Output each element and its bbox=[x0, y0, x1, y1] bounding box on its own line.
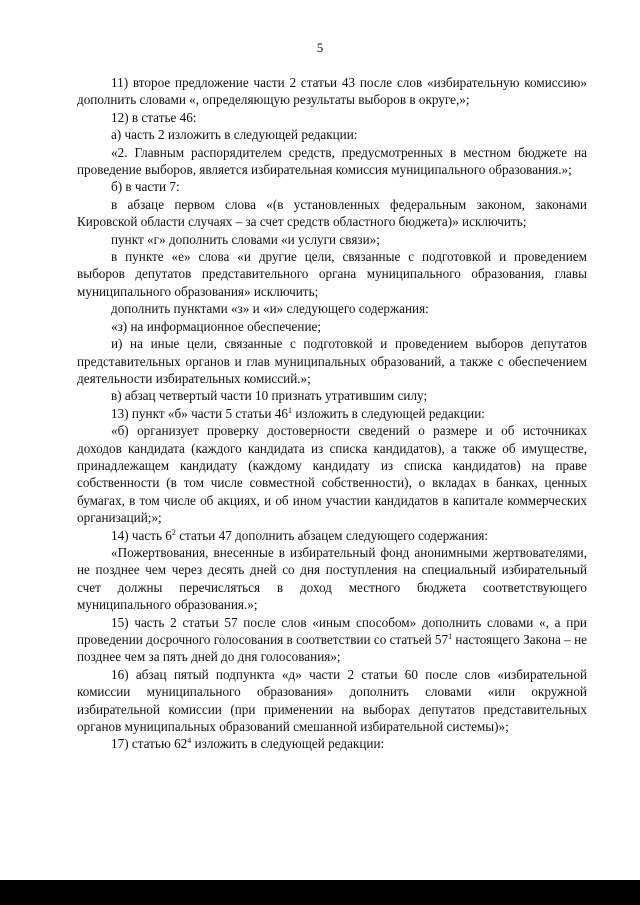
page-number: 5 bbox=[316, 40, 324, 55]
paragraph: «Пожертвования, внесенные в избирательный фонд анонимными жертвователями, не позднее чем через десять дней со дня поступления на специальный избирательный счет должны перечисляться в доход местного бюджета соответствующего муниципального образования.»; bbox=[77, 544, 587, 613]
paragraph: в абзаце первом слова «(в установленных федеральным законом, законами Кировской области случаях – за счет средств областного бюджета)» исключить; bbox=[77, 196, 587, 230]
scan-border bbox=[0, 880, 640, 905]
paragraph: пункт «г» дополнить словами «и услуги связи»; bbox=[111, 231, 380, 247]
paragraph: б) в части 7: bbox=[111, 179, 180, 195]
paragraph: 11) второе предложение части 2 статьи 43 после слов «избирательную комиссию» дополнить словами «, определяющую результаты выборов в округе,»; bbox=[77, 75, 587, 108]
superscript: 4 bbox=[187, 736, 192, 746]
paragraph: 12) в статье 46: bbox=[111, 109, 197, 125]
document-body bbox=[77, 74, 587, 753]
paragraph: 17) статью $62^4$ изложить в следующей редакции: bbox=[111, 736, 385, 752]
superscript: 1 bbox=[448, 632, 453, 641]
superscript: 1 bbox=[288, 405, 293, 415]
paragraph: «2. Главным распорядителем средств, предусмотренных в местном бюджете на проведение выборов, является избирательная комиссия муниципального образования.»; bbox=[77, 144, 587, 178]
paragraph: дополнить пунктами «з» и «и» следующего содержания: bbox=[111, 301, 429, 317]
paragraph: в) абзац четвертый части 10 признать утратившим силу; bbox=[111, 388, 428, 404]
paragraph: 16) абзац пятый подпункта «д» части 2 статьи 60 после слов «избирательной комиссии муниципального образования» дополнить словами «или окружной избирательной комиссии (при применении на выборах депутатов представительных органов муниципальных образований смешанной избирательной системы)»; bbox=[77, 666, 587, 735]
superscript: 2 bbox=[171, 527, 176, 537]
paragraph: 14) часть $6^2$ статьи 47 дополнить абзацем следующего содержания: bbox=[111, 527, 489, 543]
paragraph: 15) часть 2 статьи 57 после слов «иным способом» дополнить словами «, а при проведении досрочного голосования в соответствии со статьей $57^1$ настоящего Закона – не позднее чем за пять дней до дня голосования»; bbox=[77, 614, 587, 665]
paragraph: а) часть 2 изложить в следующей редакции: bbox=[111, 127, 358, 143]
paragraph: и) на иные цели, связанные с подготовкой и проведением выборов депутатов представительных органов и глав муниципальных образований, а также с обеспечением деятельности избирательных комиссий.»; bbox=[77, 336, 587, 386]
paragraph: 13) пункт «б» части 5 статьи $46^1$ изложить в следующей редакции: bbox=[111, 405, 485, 421]
paragraph: «з) на информационное обеспечение; bbox=[111, 318, 322, 334]
paragraph: в пункте «е» слова «и другие цели, связанные с подготовкой и проведением выборов депутатов представительного органа муниципального образования, главы муниципального образования» исключить; bbox=[77, 249, 587, 299]
paragraph: «б) организует проверку достоверности сведений о размере и об источниках доходов кандидата (каждого кандидата из списка кандидатов), а также об имуществе, принадлежащем кандидату (каждому кандидату из списка кандидатов) на праве собственности (в том числе совместной собственности), о вкладах в банках, ценных бумагах, в том числе об акциях, и об ином участии кандидатов в капитале коммерческих организаций;»; bbox=[77, 423, 587, 526]
